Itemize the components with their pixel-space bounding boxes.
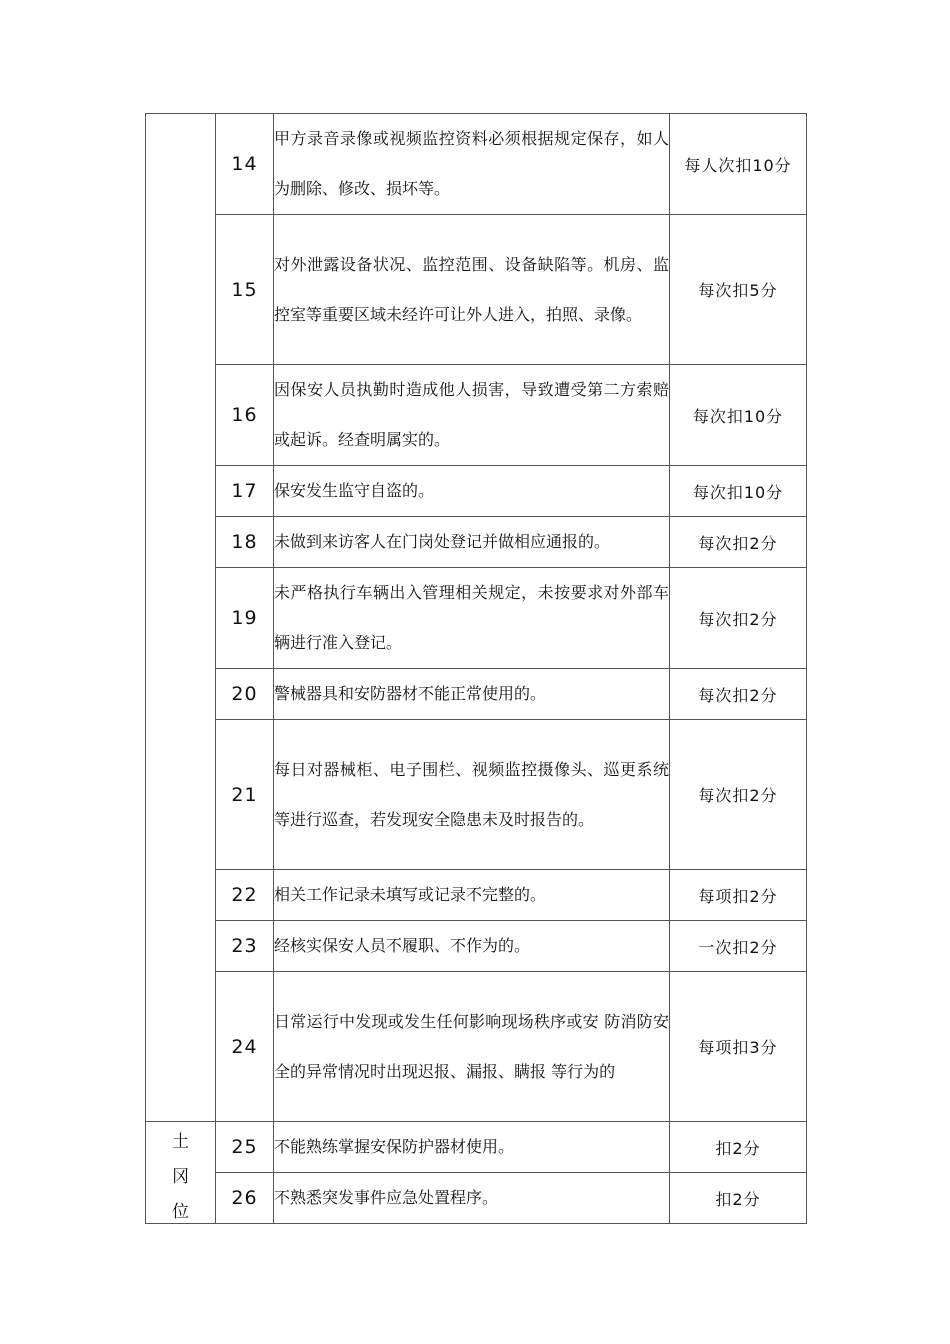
item-number: 23 [216, 921, 274, 972]
table-row [146, 1122, 807, 1173]
item-penalty: 每次扣10分 [670, 365, 807, 466]
table-row [146, 669, 807, 720]
item-number: 21 [216, 720, 274, 870]
item-description: 每日对器械柜、电子围栏、视频监控摄像头、巡更系统等进行巡查，若发现安全隐患未及时报告的。 [274, 720, 670, 870]
table-row [146, 215, 807, 365]
item-penalty: 每次扣2分 [670, 669, 807, 720]
item-description: 相关工作记录未填写或记录不完整的。 [274, 870, 670, 921]
category-char: 冈 [172, 1166, 189, 1187]
item-penalty: 每次扣5分 [670, 215, 807, 365]
item-description: 未严格执行车辆出入管理相关规定，未按要求对外部车辆进行准入登记。 [274, 568, 670, 669]
table-row [146, 114, 807, 215]
item-penalty: 扣2分 [670, 1173, 807, 1224]
item-description: 对外泄露设备状况、监控范围、设备缺陷等。机房、监控室等重要区域未经许可让外人进入，拍照、录像。 [274, 215, 670, 365]
category-cell [146, 114, 216, 1122]
table-row [146, 568, 807, 669]
item-description: 不熟悉突发事件应急处置程序。 [274, 1173, 670, 1224]
category-cell-post [146, 1122, 216, 1224]
table-row [146, 921, 807, 972]
table-row [146, 1173, 807, 1224]
item-number: 24 [216, 972, 274, 1122]
item-number: 14 [216, 114, 274, 215]
item-penalty: 每次扣2分 [670, 720, 807, 870]
item-penalty: 一次扣2分 [670, 921, 807, 972]
item-number: 20 [216, 669, 274, 720]
category-char: 位 [172, 1201, 189, 1222]
table-row [146, 517, 807, 568]
item-number: 25 [216, 1122, 274, 1173]
item-number: 18 [216, 517, 274, 568]
penalty-table [145, 113, 807, 1224]
item-description: 未做到来访客人在门岗处登记并做相应通报的。 [274, 517, 670, 568]
item-description: 日常运行中发现或发生任何影响现场秩序或安 防消防安全的异常情况时出现迟报、漏报、瞒报 等行为的 [274, 972, 670, 1122]
item-penalty: 每项扣2分 [670, 870, 807, 921]
item-number: 17 [216, 466, 274, 517]
item-description: 因保安人员执勤时造成他人损害，导致遭受第二方索赔或起诉。经查明属实的。 [274, 365, 670, 466]
item-description: 警械器具和安防器材不能正常使用的。 [274, 669, 670, 720]
item-number: 26 [216, 1173, 274, 1224]
item-penalty: 每次扣2分 [670, 568, 807, 669]
item-number: 16 [216, 365, 274, 466]
item-number: 22 [216, 870, 274, 921]
item-description: 经核实保安人员不履职、不作为的。 [274, 921, 670, 972]
item-penalty: 每次扣10分 [670, 466, 807, 517]
item-number: 15 [216, 215, 274, 365]
item-penalty: 每人次扣10分 [670, 114, 807, 215]
item-penalty: 扣2分 [670, 1122, 807, 1173]
item-penalty: 每次扣2分 [670, 517, 807, 568]
category-char: 土 [172, 1131, 189, 1152]
table-row [146, 972, 807, 1122]
item-description: 不能熟练掌握安保防护器材使用。 [274, 1122, 670, 1173]
item-description: 甲方录音录像或视频监控资料必须根据规定保存，如人为删除、修改、损坏等。 [274, 114, 670, 215]
item-penalty: 每项扣3分 [670, 972, 807, 1122]
table-row [146, 870, 807, 921]
table-row [146, 466, 807, 517]
table-row [146, 720, 807, 870]
item-description: 保安发生监守自盗的。 [274, 466, 670, 517]
table-row [146, 365, 807, 466]
item-number: 19 [216, 568, 274, 669]
